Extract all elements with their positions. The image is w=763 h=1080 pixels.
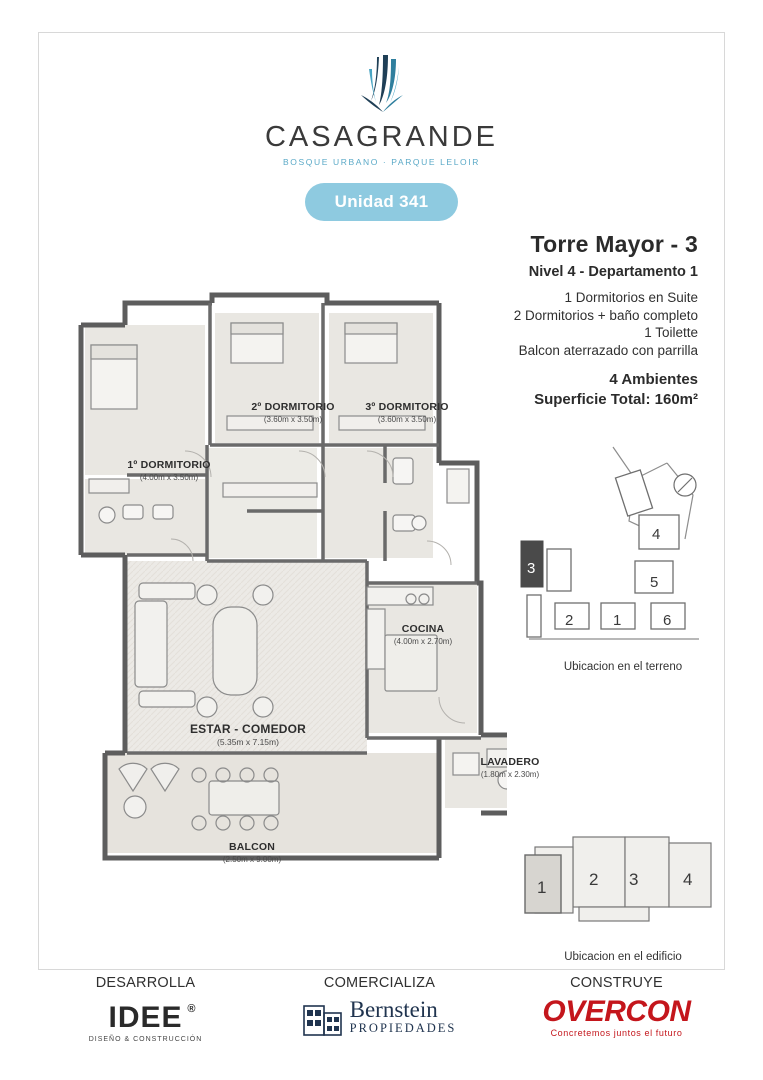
- overcon-logo: [508, 997, 725, 1038]
- room-label-lavadero: LAVADERO (1.80m x 2.30m): [480, 756, 540, 779]
- room-label-dormitorio-2: 2º DORMITORIO (3.60m x 3.50m): [251, 401, 335, 424]
- desarrolla-title: DESARROLLA: [95, 975, 196, 991]
- overcon-name: OVERCON: [542, 995, 691, 1028]
- svg-text:1: 1: [537, 878, 547, 897]
- list-item: Balcon aterrazado con parrilla: [518, 342, 698, 358]
- site-map-caption: Ubicacion en el terreno: [563, 661, 683, 673]
- building-map-caption: Ubicacion en el edificio: [564, 951, 682, 963]
- unit-badge: Unidad 341: [305, 183, 459, 221]
- building-location-map: [517, 823, 729, 983]
- svg-text:6: 6: [663, 612, 672, 629]
- svg-text:5: 5: [650, 574, 659, 591]
- site-map-drawing: [517, 443, 729, 683]
- brand-tagline: BOSQUE URBANO · PARQUE LELOIR: [283, 157, 480, 167]
- list-item: 2 Dormitorios + baño completo: [513, 307, 698, 323]
- room-label-dormitorio-1: 1º DORMITORIO (4.00m x 3.50m): [127, 459, 211, 482]
- floor-plan: [67, 283, 540, 893]
- site-location-map: [517, 443, 729, 713]
- svg-text:4: 4: [683, 870, 693, 889]
- svg-text:4: 4: [652, 526, 661, 543]
- room-label-cocina: COCINA (4.00m x 2.70m): [393, 623, 453, 646]
- bernstein-building-icon: [303, 1000, 343, 1036]
- brand-header: [39, 55, 724, 221]
- footer: [38, 975, 725, 1065]
- room-label-dormitorio-3: 3º DORMITORIO (3.60m x 3.50m): [365, 401, 449, 424]
- svg-text:1: 1: [613, 612, 622, 629]
- list-item: 1 Toilette: [644, 325, 698, 340]
- floor-plan-drawing: [67, 283, 507, 893]
- footer-comercializa: [272, 975, 487, 1036]
- idee-tagline: DISEÑO & CONSTRUCCIÓN: [88, 1036, 203, 1043]
- footer-desarrolla: [38, 975, 253, 1043]
- tower-title: Torre Mayor - 3: [530, 231, 698, 257]
- comercializa-title: COMERCIALIZA: [323, 975, 436, 991]
- bernstein-tagline: PROPIEDADES: [349, 1021, 457, 1035]
- building-map-drawing: [517, 823, 729, 943]
- brochure-sheet: [38, 32, 725, 970]
- room-label-balcon: BALCON (2.50m x 9.00m): [222, 841, 282, 864]
- room-label-estar-comedor: ESTAR - COMEDOR (5.35m x 7.15m): [189, 722, 307, 747]
- bernstein-logo: [272, 999, 487, 1036]
- brand-name: CASAGRANDE: [264, 121, 499, 153]
- svg-text:3: 3: [629, 870, 639, 889]
- svg-text:2: 2: [565, 612, 574, 629]
- list-item: 1 Dormitorios en Suite: [564, 290, 698, 305]
- superficie-total: Superficie Total: 160m²: [534, 391, 698, 408]
- svg-text:3: 3: [527, 560, 536, 577]
- svg-text:2: 2: [589, 870, 599, 889]
- ambientes-count: 4 Ambientes: [609, 371, 698, 388]
- level-subtitle: Nivel 4 - Departamento 1: [528, 264, 698, 280]
- idee-logo: IDEE ®: [108, 1001, 197, 1034]
- casagrande-logo-icon: [347, 55, 417, 117]
- bernstein-name: Bernstein: [349, 997, 438, 1022]
- footer-construye: [508, 975, 725, 1038]
- overcon-tagline: Concretemos juntos el futuro: [550, 1028, 683, 1038]
- construye-title: CONSTRUYE: [570, 975, 663, 991]
